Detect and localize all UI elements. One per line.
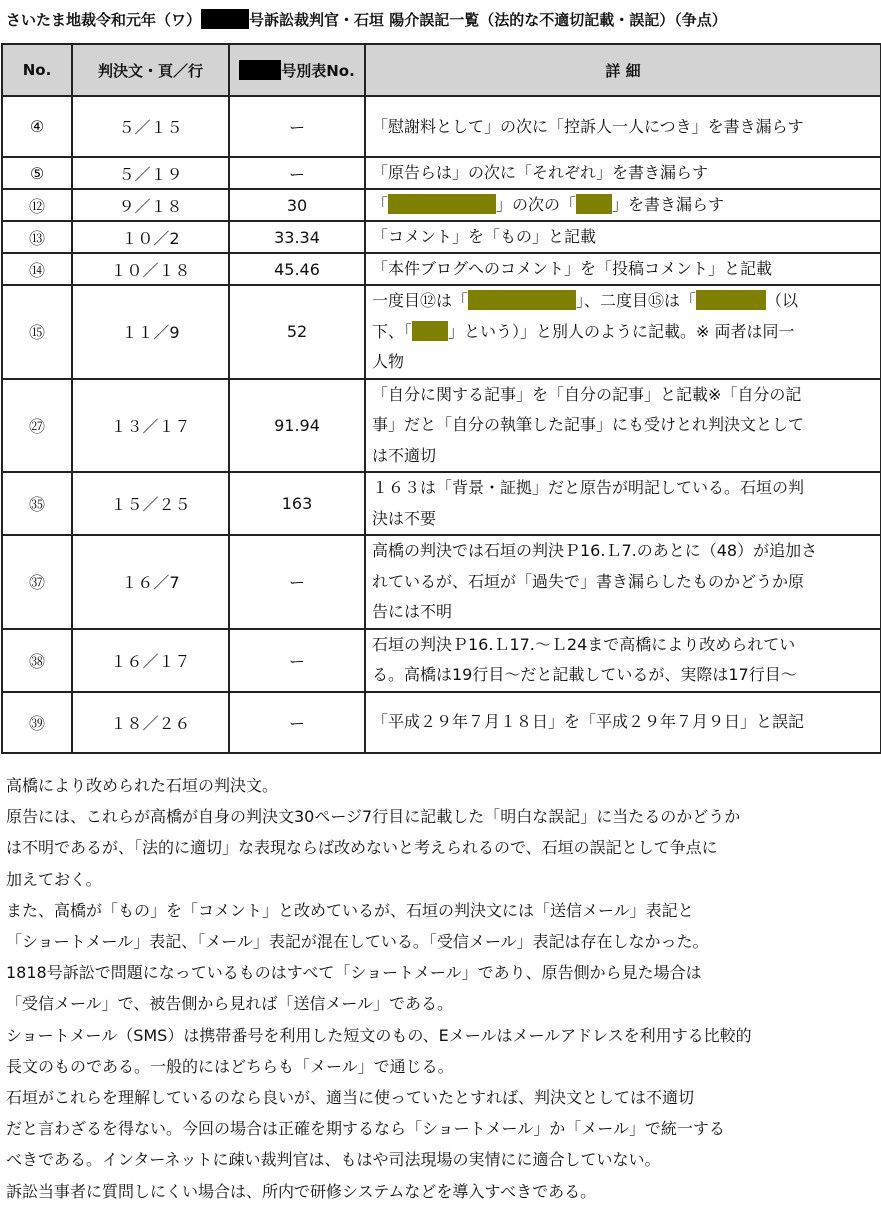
detail-line: 人物 [372, 352, 405, 371]
cell-detail [365, 285, 881, 379]
detail-line: 高橋の判決では石垣の判決Ｐ16.Ｌ7.のあとに（48）が追加さ [372, 541, 818, 560]
detail-line: １６３は「背景・証拠」だと原告が明記している。石垣の判 [372, 478, 805, 497]
errata-table [1, 43, 881, 754]
detail-text: 」の次の「 [496, 195, 577, 214]
cell-detail [365, 189, 881, 221]
header-appendix-label: 号別表No. [281, 61, 355, 80]
cell-no: ⑬ [2, 221, 72, 253]
redaction-block [412, 321, 448, 341]
paragraph-line: 訴訟当事者に質問しにくい場合は、所内で研修システムなどを導入すべきである。 [6, 1181, 597, 1201]
detail-line: は不適切 [372, 445, 437, 465]
cell-detail: 「慰謝料として」の次に「控訴人一人につき」を書き漏らす [365, 96, 881, 157]
header-appendix [229, 44, 365, 96]
detail-line: 告には不明 [372, 602, 453, 621]
title-suffix: 号訴訟裁判官・石垣 陽介誤記一覧（法的な不適切記載・誤記）（争点） [249, 11, 727, 29]
cell-detail: 「原告らは」の次に「それぞれ」を書き漏らす [365, 157, 881, 189]
paragraph-line: 加えておく。 [6, 869, 102, 889]
redaction-block [201, 9, 249, 29]
detail-line: 「自分に関する記事」を「自分の記事」と記載※「自分の記 [372, 384, 802, 404]
detail-line: 事」だと「自分の執筆した記事」にも受けとれ判決文として [372, 415, 805, 434]
title-prefix: さいたま地裁令和元年（ワ） [6, 11, 202, 29]
cell-page-line: ５／１５ [72, 96, 229, 157]
cell-appendix: 91.94 [229, 379, 365, 473]
cell-page-line: １６／１７ [72, 629, 229, 692]
paragraph-line: 原告には、これらが高橋が自身の判決文30ページ7行目に記載した「明白な誤記」に当たるのかどうか [6, 807, 741, 827]
paragraph-line: また、高橋が「もの」を「コメント」と改めているが、石垣の判決文には「送信メール」表記と [6, 900, 694, 920]
detail-line: 石垣の判決Ｐ16.Ｌ17.～Ｌ24まで高橋により改められてい [372, 634, 796, 654]
table-row [2, 379, 881, 473]
paragraph-line: 高橋により改められた石垣の判決文。 [6, 776, 279, 795]
table-row [2, 472, 881, 535]
paragraph-line: 「受信メール」で、被告側から見れば「送信メール」である。 [6, 994, 454, 1014]
detail-line: 下、「 」という）」と別人のように記載。※ 両者は同一 [372, 321, 795, 341]
cell-no: ㉟ [2, 472, 72, 535]
paragraph-line: は不明であるが、「法的に適切」な表現ならば改めないと考えられるので、石垣の誤記として争点に [6, 838, 718, 858]
table-row [2, 157, 881, 189]
redaction-block [239, 60, 281, 80]
cell-page-line: １６／7 [72, 535, 229, 629]
cell-no: ㊴ [2, 692, 72, 753]
detail-line: 一度目⑫は「 」、二度目⑮は「 （以 [372, 291, 799, 310]
paragraph-line: 石垣がこれらを理解しているのなら良いが、適当に使っていたとすれば、判決文としては不適切 [6, 1088, 695, 1108]
paragraph-line: べきである。インターネットに疎い裁判官は、もはや司法現場の実情にに適合していない。 [6, 1150, 661, 1170]
paragraph-line: 「ショートメール」表記、「メール」表記が混在している。「受信メール」表記は存在しなかった。 [6, 932, 709, 952]
cell-detail: 「コメント」を「もの」と記載 [365, 221, 881, 253]
paragraph-line: だと言わざるを得ない。今回の場合は正確を期するなら「ショートメール」か「メール」で統一する [6, 1119, 725, 1139]
paragraph-line: ショートメール（SMS）は携帯番号を利用した短文のもの、Eメールはメールアドレスを利用する比較的 [6, 1025, 752, 1045]
cell-appendix: ー [229, 692, 365, 753]
table-header-row [2, 44, 881, 96]
cell-appendix: 52 [229, 285, 365, 379]
cell-no: ⑤ [2, 157, 72, 189]
cell-appendix: 33.34 [229, 221, 365, 253]
commentary [6, 770, 878, 1207]
cell-detail [365, 472, 881, 535]
table-row [2, 692, 881, 753]
cell-appendix: 163 [229, 472, 365, 535]
cell-appendix: ー [229, 96, 365, 157]
redaction-block [576, 194, 612, 214]
cell-page-line: １０／１８ [72, 253, 229, 285]
cell-page-line: １１／9 [72, 285, 229, 379]
cell-detail [365, 629, 881, 692]
cell-page-line: ５／１９ [72, 157, 229, 189]
table-row [2, 221, 881, 253]
cell-no: ㊳ [2, 629, 72, 692]
header-detail: 詳 細 [365, 44, 881, 96]
redaction-block [388, 194, 496, 214]
header-no: No. [2, 44, 72, 96]
cell-page-line: １０／2 [72, 221, 229, 253]
cell-detail [365, 379, 881, 473]
cell-no: ㉗ [2, 379, 72, 473]
cell-appendix: ー [229, 629, 365, 692]
document-title [6, 6, 876, 34]
table-row [2, 189, 881, 221]
table-row [2, 96, 881, 157]
table-row [2, 535, 881, 629]
table-row [2, 629, 881, 692]
table-row [2, 253, 881, 285]
detail-line: る。高橋は19行目～だと記載しているが、実際は17行目～ [372, 665, 797, 684]
cell-appendix: ー [229, 157, 365, 189]
cell-detail: 「本件ブログへのコメント」を「投稿コメント」と記載 [365, 253, 881, 285]
cell-no: ⑫ [2, 189, 72, 221]
cell-page-line: １３／１７ [72, 379, 229, 473]
cell-appendix: ー [229, 535, 365, 629]
paragraph-line: 長文のものである。一般的にはどちらも「メール」で通じる。 [6, 1056, 454, 1076]
detail-line: 決は不要 [372, 508, 437, 528]
cell-detail: 「平成２９年７月１８日」を「平成２９年７月９日」と誤記 [365, 692, 881, 753]
cell-appendix: 30 [229, 189, 365, 221]
detail-line: れているが、石垣が「過失で」書き漏らしたものかどうか原 [372, 571, 805, 591]
cell-page-line: １５／２５ [72, 472, 229, 535]
detail-text: 「 [372, 195, 389, 214]
cell-appendix: 45.46 [229, 253, 365, 285]
cell-detail [365, 535, 881, 629]
cell-no: ⑭ [2, 253, 72, 285]
redaction-block [696, 290, 766, 310]
paragraph-line: 1818号訴訟で問題になっているものはすべて「ショートメール」であり、原告側から見た場合は [6, 963, 702, 983]
redaction-block [468, 290, 576, 310]
table-row [2, 285, 881, 379]
cell-page-line: ９／１８ [72, 189, 229, 221]
detail-text: 」を書き漏らす [612, 195, 725, 214]
cell-no: ㊲ [2, 535, 72, 629]
cell-page-line: １８／２６ [72, 692, 229, 753]
cell-no: ④ [2, 96, 72, 157]
header-page-line: 判決文・頁／行 [72, 44, 229, 96]
cell-no: ⑮ [2, 285, 72, 379]
